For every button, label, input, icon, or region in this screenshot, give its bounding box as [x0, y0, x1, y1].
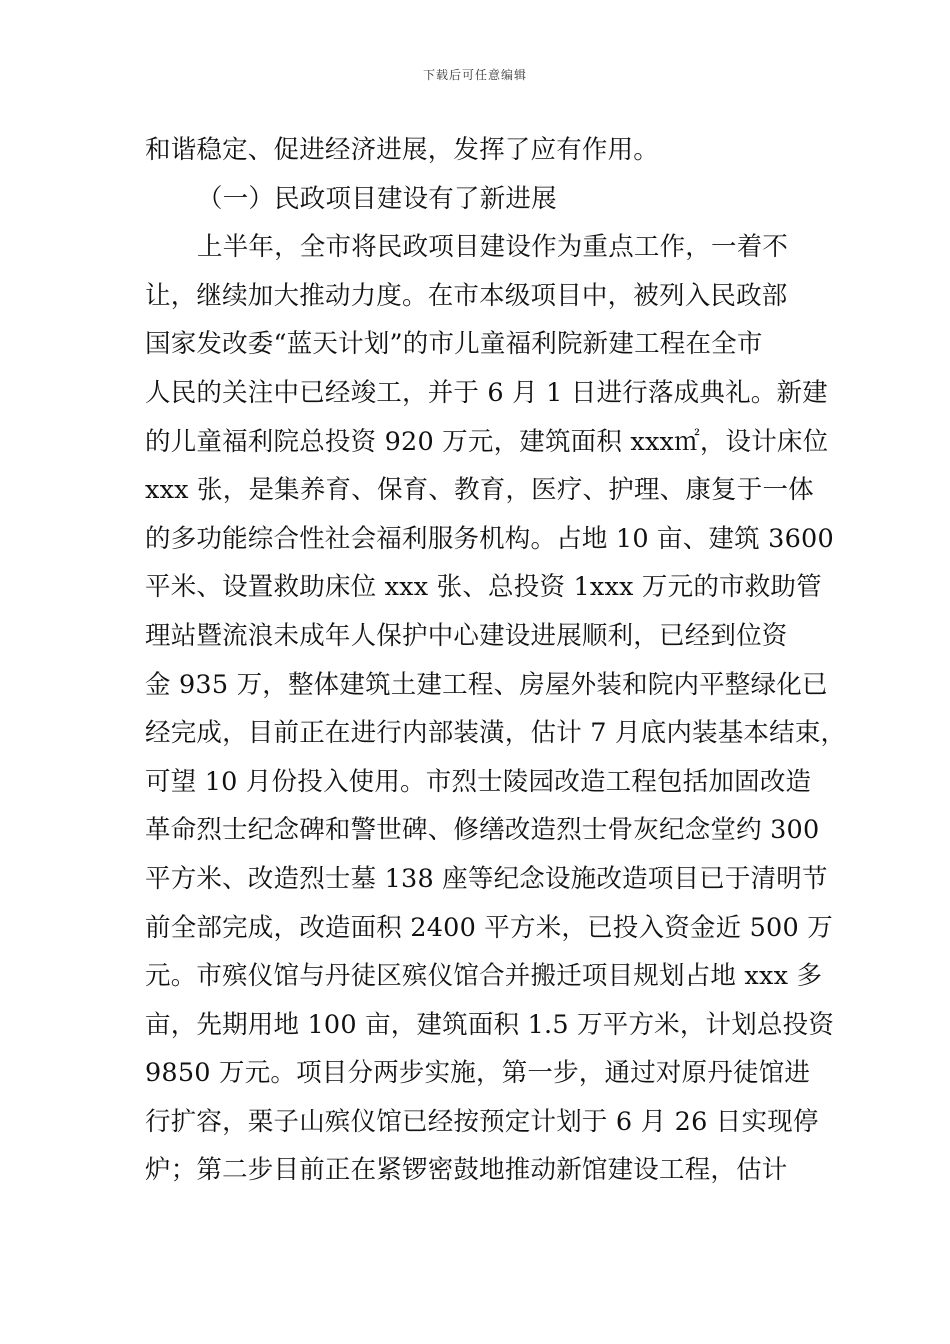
paragraph-line: 可望 10 月份投入使用。市烈士陵园改造工程包括加固改造	[145, 766, 812, 797]
paragraph-line: 平方米、改造烈士墓 138 座等纪念设施改造项目已于清明节	[145, 863, 828, 894]
paragraph-line: 的儿童福利院总投资 920 万元，建筑面积 xxx㎡，设计床位	[145, 426, 829, 457]
paragraph-line: 的多功能综合性社会福利服务机构。占地 10 亩、建筑 3600	[145, 523, 834, 554]
paragraph-line: 理站暨流浪未成年人保护中心建设进展顺利，已经到位资	[145, 620, 788, 651]
paragraph-line: xxx 张，是集养育、保育、教育，医疗、护理、康复于一体	[145, 475, 814, 506]
paragraph-line: 让，继续加大推动力度。在市本级项目中，被列入民政部	[145, 280, 788, 311]
body-text	[145, 126, 847, 1195]
section-heading: （一）民政项目建设有了新进展	[197, 183, 557, 214]
paragraph-line: 人民的关注中已经竣工，并于 6 月 1 日进行落成典礼。新建	[145, 377, 828, 408]
paragraph-line: 平米、设置救助床位 xxx 张、总投资 1xxx 万元的市救助管	[145, 572, 822, 603]
paragraph-line: 国家发改委“蓝天计划”的市儿童福利院新建工程在全市	[145, 329, 763, 360]
paragraph-line: 亩，先期用地 100 亩，建筑面积 1.5 万平方米，计划总投资	[145, 1009, 835, 1040]
paragraph-line: 上半年，全市将民政项目建设作为重点工作，一着不	[197, 232, 789, 263]
paragraph-line: 9850 万元。项目分两步实施，第一步，通过对原丹徒馆进	[145, 1058, 811, 1089]
paragraph-line: 元。市殡仪馆与丹徒区殡仪馆合并搬迁项目规划占地 xxx 多	[145, 961, 823, 992]
paragraph-line: 炉；第二步目前正在紧锣密鼓地推动新馆建设工程，估计	[145, 1155, 788, 1186]
paragraph-line: 和谐稳定、促进经济进展，发挥了应有作用。	[145, 135, 660, 165]
paragraph-line: 革命烈士纪念碑和警世碑、修缮改造烈士骨灰纪念堂约 300	[145, 815, 820, 846]
paragraph-line: 金 935 万，整体建筑土建工程、房屋外装和院内平整绿化已	[145, 669, 828, 700]
paragraph-line: 经完成，目前正在进行内部装潢，估计 7 月底内装基本结束，	[145, 718, 847, 749]
page-header: 下载后可任意编辑	[422, 68, 527, 82]
paragraph-line: 行扩容，栗子山殡仪馆已经按预定计划于 6 月 26 日实现停	[145, 1106, 819, 1137]
paragraph-line: 前全部完成，改造面积 2400 平方米，已投入资金近 500 万	[145, 912, 833, 943]
